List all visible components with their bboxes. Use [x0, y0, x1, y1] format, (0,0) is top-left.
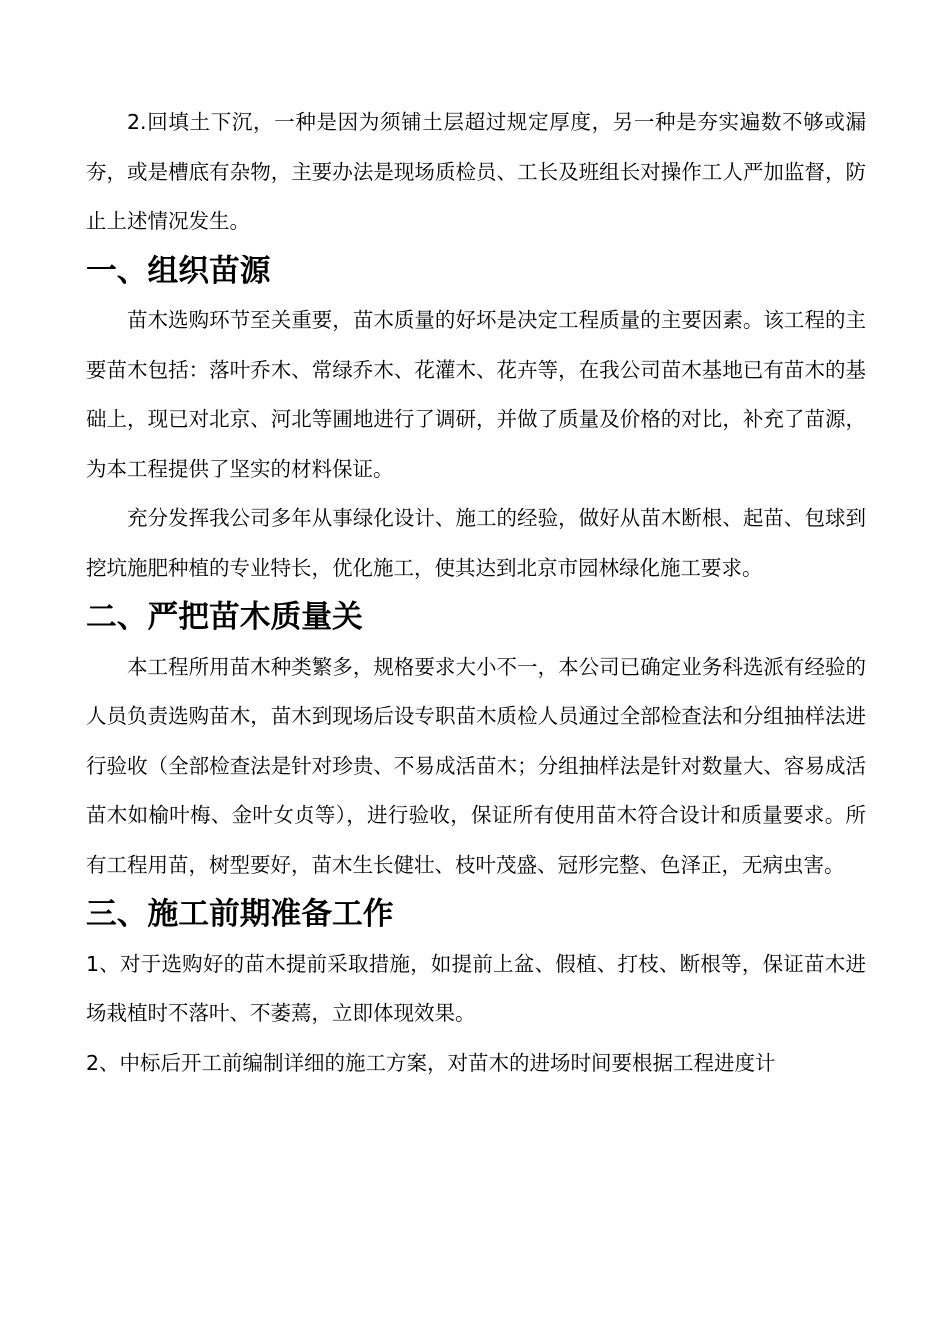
paragraph-prep-item-2: 2、中标后开工前编制详细的施工方案，对苗木的进场时间要根据工程进度计 — [86, 1050, 776, 1075]
document-page — [86, 98, 866, 1088]
paragraph-company-experience: 充分发挥我公司多年从事绿化设计、施工的经验，做好从苗木断根、起苗、包球到挖坑施肥种植的专业特长，优化施工，使其达到北京市园林绿化施工要求。 — [86, 506, 866, 580]
heading-organize-seedling-source: 一、组织苗源 — [86, 252, 271, 289]
heading-seedling-quality-control: 二、严把苗木质量关 — [86, 599, 363, 635]
paragraph-prep-item-1: 1、对于选购好的苗木提前采取措施，如提前上盆、假植、打枝、断根等，保证苗木进场栽植时不落叶、不萎蔫，立即体现效果。 — [86, 951, 866, 1025]
paragraph-backfill-settlement: 2.回填土下沉，一种是因为须铺土层超过规定厚度，另一种是夯实遍数不够或漏夯，或是槽底有杂物，主要办法是现场质检员、工长及班组长对操作工人严加监督，防止上述情况发生。 — [86, 110, 866, 233]
heading-preparation-work: 三、施工前期准备工作 — [86, 896, 394, 932]
paragraph-seedling-selection: 苗木选购环节至关重要，苗木质量的好坏是决定工程质量的主要因素。该工程的主要苗木包括：落叶乔木、常绿乔木、花灌木、花卉等，在我公司苗木基地已有苗木的基础上，现已对北京、河北等圃地进行了调研，并做了质量及价格的对比，补充了苗源，为本工程提供了坚实的材料保证。 — [86, 308, 866, 481]
paragraph-quality-inspection: 本工程所用苗木种类繁多，规格要求大小不一，本公司已确定业务科选派有经验的人员负责选购苗木，苗木到现场后设专职苗木质检人员通过全部检查法和分组抽样法进行验收（全部检查法是针对珍贵、不易成活苗木；分组抽样法是针对数量大、容易成活苗木如榆叶梅、金叶女贞等），进行验收，保证所有使用苗木符合设计和质量要求。所有工程用苗，树型要好，苗木生长健壮、枝叶茂盛、冠形完整、色泽正，无病虫害。 — [86, 654, 866, 877]
